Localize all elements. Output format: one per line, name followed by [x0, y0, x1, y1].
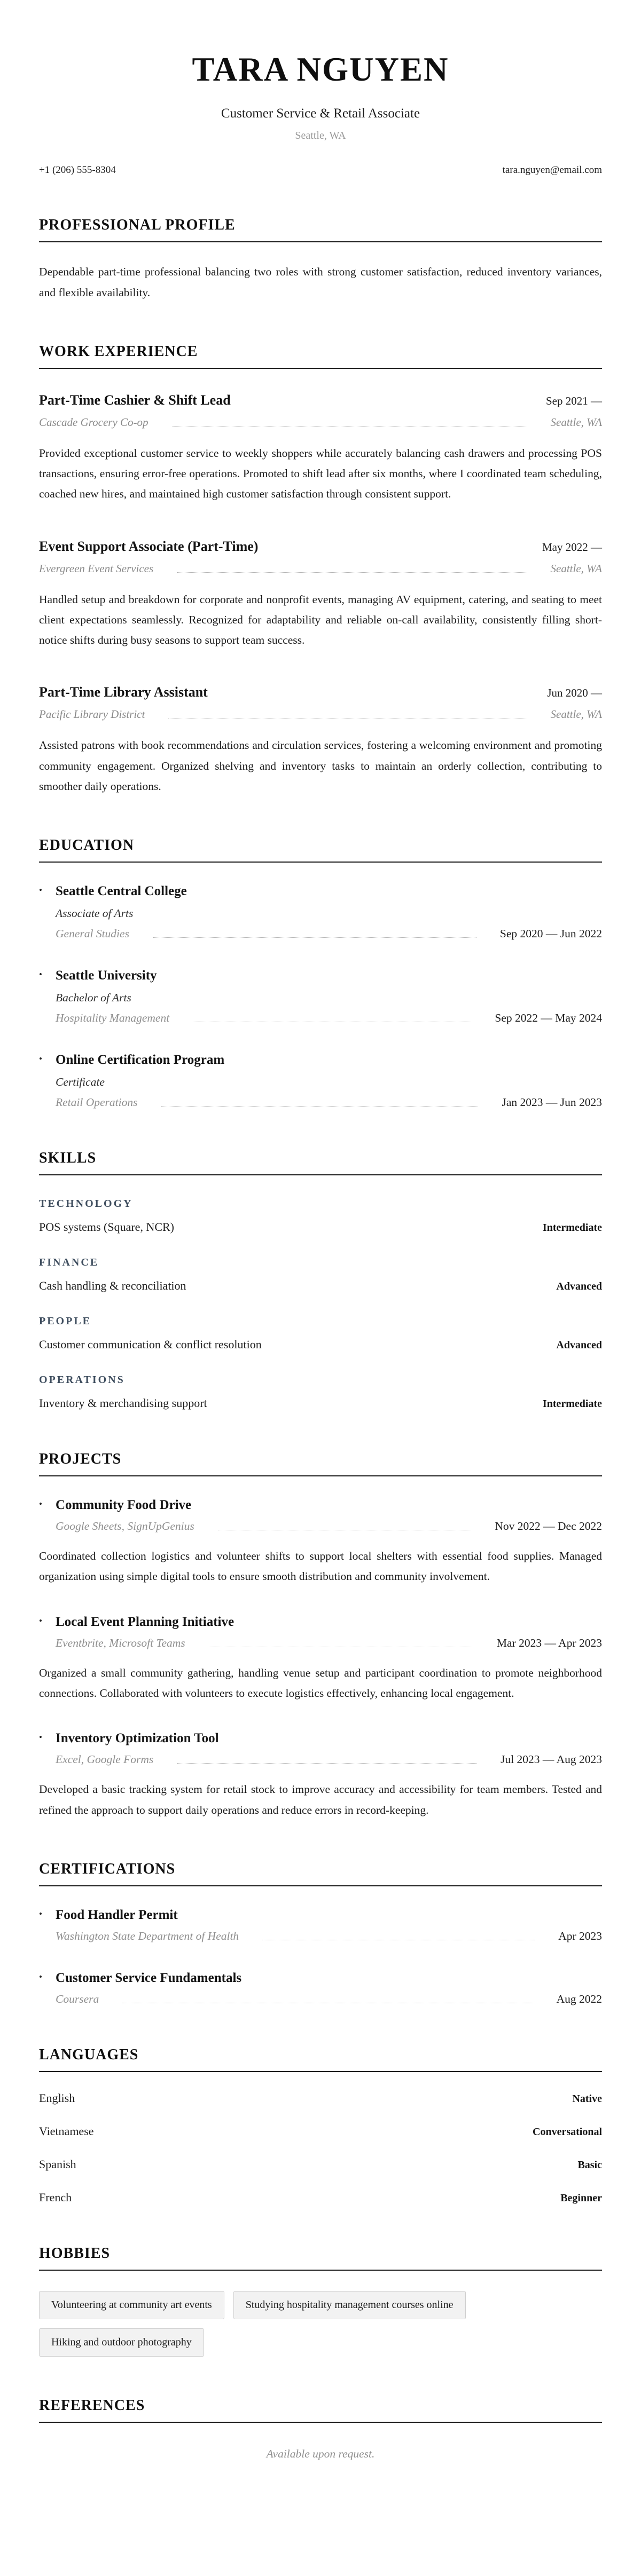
certification-title-row — [39, 1908, 602, 1923]
section-divider — [39, 1174, 602, 1175]
school-name: Seattle Central College — [56, 884, 187, 899]
language-name: Spanish — [39, 2157, 76, 2171]
skill-name: POS systems (Square, NCR) — [39, 1220, 175, 1234]
education-entry — [39, 1053, 602, 1109]
education-body — [39, 1076, 602, 1109]
dotted-leader — [161, 1106, 478, 1107]
job-title-row — [39, 392, 602, 408]
language-row — [39, 2158, 602, 2171]
job-title: Event Support Associate (Part-Time) — [39, 538, 259, 554]
project-tools: Excel, Google Forms — [56, 1753, 154, 1766]
skill-category: FINANCE — [39, 1257, 99, 1269]
bullet-marker — [39, 1973, 56, 1984]
certification-issuer: Coursera — [56, 1992, 99, 2005]
language-level: Conversational — [533, 2125, 602, 2138]
project-tools: Eventbrite, Microsoft Teams — [56, 1636, 185, 1649]
project-description: Organized a small community gathering, handling venue setup and participant coordination to promote neighborhood connections. Collaborated with volunteers to execute logistics effectively, enhancing local engagement. — [39, 1666, 602, 1700]
project-tools-row — [56, 1637, 602, 1650]
job-subtitle-row — [39, 416, 602, 429]
education-title-row — [39, 884, 602, 899]
certification-entry — [39, 1971, 602, 2006]
certification-issuer-row — [56, 1930, 602, 1943]
job-description: Assisted patrons with book recommendations and circulation services, fostering a welcoming environment and promoting community engagement. Organized shelving and inventory tasks to maintain an orderly collection, contributing to smoother daily operations. — [39, 739, 602, 793]
bullet-marker — [39, 1055, 56, 1065]
job-description: Provided exceptional customer service to weekly shoppers while accurately balancing cash drawers and processing POS transactions, ensuring error-free operations. Promoted to shift lead after six months, where I coordinated team scheduling, coached new hires, and maintained high customer satisfaction through consistent support. — [39, 446, 602, 501]
project-date: Nov 2022 — Dec 2022 — [495, 1520, 602, 1533]
section-projects — [39, 1451, 602, 1820]
section-heading: EDUCATION — [39, 837, 135, 854]
section-divider — [39, 862, 602, 863]
language-level: Native — [572, 2092, 602, 2105]
job-title-row — [39, 684, 602, 700]
section-heading: CERTIFICATIONS — [39, 1860, 176, 1877]
skill-level: Intermediate — [542, 1398, 602, 1410]
certification-date: Aug 2022 — [556, 1992, 602, 2005]
education-title-row — [39, 968, 602, 983]
job-company: Evergreen Event Services — [39, 562, 154, 575]
section-divider — [39, 368, 602, 369]
bullet-marker — [39, 1500, 56, 1511]
job-company: Pacific Library District — [39, 708, 145, 721]
skill-level: Intermediate — [542, 1222, 602, 1234]
job-date: Sep 2021 — — [546, 394, 602, 407]
project-description: Coordinated collection logistics and volunteer shifts to support local shelters with essential food supplies. Managed organization using simple digital tools to ensure smooth distribution and community involvement. — [39, 1550, 602, 1583]
job-company: Cascade Grocery Co-op — [39, 415, 148, 429]
certification-title: Food Handler Permit — [56, 1907, 178, 1922]
job-entry — [39, 539, 602, 651]
field-of-study: General Studies — [56, 927, 129, 941]
skill-group — [39, 1198, 602, 1234]
hobby-chip-list — [39, 2291, 602, 2357]
bullet-marker — [39, 1733, 56, 1744]
job-location: Seattle, WA — [550, 415, 602, 429]
certification-issuer-row — [56, 1993, 602, 2006]
section-heading: LANGUAGES — [39, 2046, 139, 2063]
project-title-row — [39, 1615, 602, 1630]
language-row — [39, 2124, 602, 2138]
degree: Associate of Arts — [56, 907, 134, 920]
education-title-row — [39, 1053, 602, 1068]
field-of-study: Retail Operations — [56, 1096, 138, 1109]
skill-category: TECHNOLOGY — [39, 1198, 133, 1210]
hobby-chip: Hiking and outdoor photography — [39, 2328, 204, 2357]
education-date: Sep 2020 — Jun 2022 — [499, 927, 602, 941]
job-title-row — [39, 539, 602, 555]
skill-group — [39, 1315, 602, 1352]
project-date: Mar 2023 — Apr 2023 — [496, 1636, 602, 1649]
job-date: May 2022 — — [542, 540, 602, 554]
skill-name: Inventory & merchandising support — [39, 1396, 207, 1410]
section-heading: HOBBIES — [39, 2245, 111, 2262]
section-heading: SKILLS — [39, 1150, 97, 1167]
language-level: Beginner — [560, 2192, 602, 2204]
education-field-row — [56, 927, 602, 941]
education-body — [39, 907, 602, 941]
school-name: Online Certification Program — [56, 1053, 225, 1068]
job-subtitle-row — [39, 708, 602, 721]
section-heading: REFERENCES — [39, 2397, 145, 2414]
language-name: Vietnamese — [39, 2124, 94, 2138]
certification-title: Customer Service Fundamentals — [56, 1970, 242, 1985]
bullet-marker — [39, 886, 56, 897]
section-education — [39, 837, 602, 1109]
section-professional-profile — [39, 217, 602, 303]
skill-category: OPERATIONS — [39, 1374, 125, 1386]
profile-text: Dependable part-time professional balancing two roles with strong customer satisfaction, reduced inventory variances, and flexible availability. — [39, 265, 602, 299]
email-address: tara.nguyen@email.com — [502, 164, 602, 176]
person-title: Customer Service & Retail Associate — [221, 106, 420, 121]
job-subtitle-row — [39, 562, 602, 575]
bullet-marker — [39, 1617, 56, 1627]
skill-group — [39, 1374, 602, 1410]
section-divider — [39, 2422, 602, 2423]
project-entry — [39, 1615, 602, 1704]
dotted-leader — [153, 937, 476, 938]
references-text: Available upon request. — [266, 2447, 375, 2460]
certification-date: Apr 2023 — [558, 1929, 602, 1942]
section-hobbies — [39, 2245, 602, 2357]
job-date: Jun 2020 — — [547, 686, 602, 700]
education-field-row — [56, 1012, 602, 1025]
certification-title-row — [39, 1971, 602, 1986]
job-description: Handled setup and breakdown for corporate and nonprofit events, managing AV equipment, catering, and seating to meet client expectations seamlessly. Recognized for adaptability and reliable on-call availability, consistently filling short-notice shifts during busy seasons to support team success. — [39, 592, 602, 647]
language-row — [39, 2191, 602, 2204]
degree: Certificate — [56, 1076, 105, 1089]
skill-row — [39, 1338, 602, 1352]
project-description: Developed a basic tracking system for retail stock to improve accuracy and accessibility for team members. Tested and refined the approach to support daily operations and reduce errors in record-keeping. — [39, 1783, 602, 1816]
resume-header — [39, 51, 602, 176]
degree: Bachelor of Arts — [56, 991, 131, 1005]
job-location: Seattle, WA — [550, 562, 602, 575]
project-tools-row — [56, 1753, 602, 1766]
hobby-chip: Volunteering at community art events — [39, 2291, 224, 2319]
project-tools: Google Sheets, SignUpGenius — [56, 1520, 194, 1533]
skill-row — [39, 1279, 602, 1293]
section-divider — [39, 1885, 602, 1886]
language-row — [39, 2091, 602, 2105]
education-body — [39, 991, 602, 1025]
section-languages — [39, 2046, 602, 2204]
project-title: Inventory Optimization Tool — [56, 1731, 219, 1746]
education-field-row — [56, 1096, 602, 1109]
education-date: Jan 2023 — Jun 2023 — [502, 1096, 602, 1109]
education-date: Sep 2022 — May 2024 — [495, 1012, 602, 1025]
project-body — [39, 1520, 602, 1533]
school-name: Seattle University — [56, 968, 157, 983]
skill-group — [39, 1257, 602, 1293]
project-entry — [39, 1731, 602, 1820]
project-title-row — [39, 1731, 602, 1746]
job-title: Part-Time Library Assistant — [39, 684, 208, 700]
phone-number: +1 (206) 555-8304 — [39, 164, 116, 176]
job-location: Seattle, WA — [550, 708, 602, 721]
section-divider — [39, 1475, 602, 1476]
person-location: Seattle, WA — [295, 130, 346, 142]
bullet-marker — [39, 970, 56, 981]
field-of-study: Hospitality Management — [56, 1012, 170, 1025]
language-level: Basic — [577, 2159, 602, 2171]
certification-body — [39, 1993, 602, 2006]
skill-level: Advanced — [556, 1281, 602, 1293]
education-entry — [39, 884, 602, 941]
language-name: French — [39, 2190, 72, 2204]
section-divider — [39, 241, 602, 242]
language-name: English — [39, 2091, 75, 2105]
skill-level: Advanced — [556, 1339, 602, 1352]
skill-name: Cash handling & reconciliation — [39, 1279, 186, 1293]
certification-issuer: Washington State Department of Health — [56, 1929, 239, 1942]
project-entry — [39, 1498, 602, 1587]
dotted-leader — [177, 1763, 477, 1764]
contact-row — [39, 164, 602, 176]
skill-category: PEOPLE — [39, 1315, 92, 1327]
section-heading: PROJECTS — [39, 1451, 122, 1468]
section-divider — [39, 2071, 602, 2072]
bullet-marker — [39, 1910, 56, 1921]
section-references — [39, 2397, 602, 2461]
project-title-row — [39, 1498, 602, 1513]
section-divider — [39, 2270, 602, 2271]
project-body — [39, 1637, 602, 1650]
education-entry — [39, 968, 602, 1025]
certification-body — [39, 1930, 602, 1943]
project-title: Local Event Planning Initiative — [56, 1614, 234, 1629]
skill-row — [39, 1396, 602, 1410]
project-date: Jul 2023 — Aug 2023 — [501, 1753, 602, 1766]
person-name: TARA NGUYEN — [192, 51, 449, 88]
skill-name: Customer communication & conflict resolution — [39, 1338, 262, 1352]
section-certifications — [39, 1861, 602, 2006]
section-skills — [39, 1150, 602, 1410]
project-tools-row — [56, 1520, 602, 1533]
job-entry — [39, 684, 602, 796]
section-heading: PROFESSIONAL PROFILE — [39, 217, 236, 234]
hobby-chip: Studying hospitality management courses online — [233, 2291, 466, 2319]
dotted-leader — [177, 572, 527, 573]
section-work-experience — [39, 343, 602, 796]
project-title: Community Food Drive — [56, 1498, 192, 1513]
skill-row — [39, 1220, 602, 1234]
job-entry — [39, 392, 602, 504]
certification-entry — [39, 1908, 602, 1943]
job-title: Part-Time Cashier & Shift Lead — [39, 392, 231, 408]
section-heading: WORK EXPERIENCE — [39, 343, 198, 360]
project-body — [39, 1753, 602, 1766]
